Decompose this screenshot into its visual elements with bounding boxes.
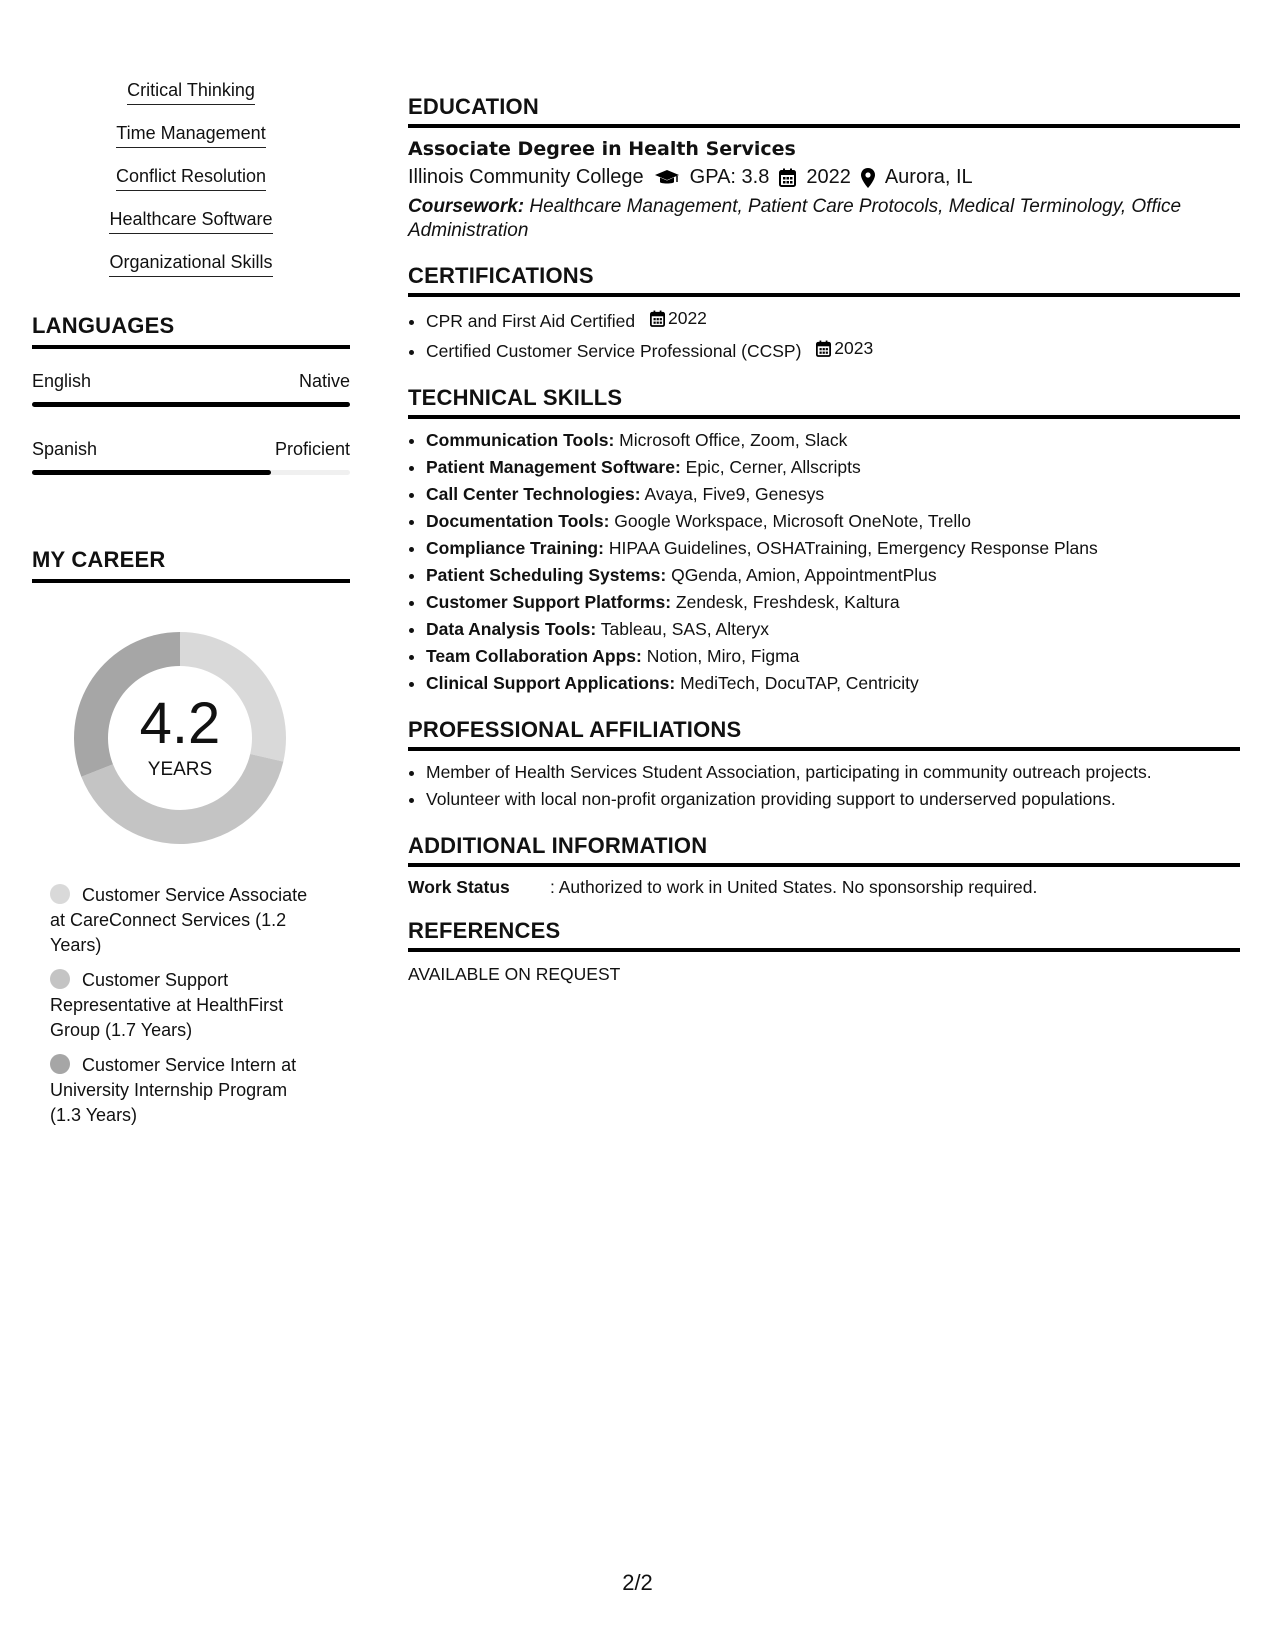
additional-info-section	[408, 833, 1240, 898]
map-pin-icon	[861, 168, 875, 188]
legend-item	[50, 968, 320, 1043]
donut-total-unit: YEARS	[147, 759, 213, 780]
career-legend	[50, 883, 320, 1128]
language-level: Proficient	[274, 439, 350, 459]
list-item	[426, 454, 1240, 481]
certification-name: CPR and First Aid Certified	[426, 311, 636, 331]
legend-dot	[50, 884, 70, 904]
calendar-icon	[779, 168, 796, 187]
legend-item	[50, 883, 320, 958]
legend-dot	[50, 969, 70, 989]
section-heading: CERTIFICATIONS	[408, 263, 1240, 297]
references-section	[408, 918, 1240, 985]
location: Aurora, IL	[884, 166, 973, 188]
list-item	[32, 80, 350, 105]
section-heading: PROFESSIONAL AFFILIATIONS	[408, 717, 1240, 751]
coursework	[408, 195, 1240, 243]
skill-tag: Conflict Resolution	[116, 166, 266, 191]
skill-value: QGenda, Amion, AppointmentPlus	[671, 565, 937, 585]
section-heading: TECHNICAL SKILLS	[408, 385, 1240, 419]
work-status-row	[408, 877, 1240, 898]
affiliations-section	[408, 717, 1240, 813]
education-section	[408, 94, 1240, 243]
calendar-icon	[816, 340, 831, 357]
work-status-value: : Authorized to work in United States. No sponsorship required.	[550, 877, 1038, 897]
graduation-cap-icon	[654, 169, 680, 187]
skill-value: Notion, Miro, Figma	[646, 646, 800, 666]
references-text: AVAILABLE ON REQUEST	[408, 964, 621, 984]
certifications-section	[408, 263, 1240, 365]
list-item	[426, 481, 1240, 508]
section-heading: ADDITIONAL INFORMATION	[408, 833, 1240, 867]
technical-skills-section	[408, 385, 1240, 697]
languages-section	[32, 313, 350, 475]
section-heading: MY CAREER	[32, 547, 350, 583]
skill-value: Tableau, SAS, Alteryx	[600, 619, 770, 639]
affiliations-list	[408, 759, 1240, 813]
skill-tag: Organizational Skills	[109, 252, 272, 277]
education-meta	[408, 166, 1240, 189]
list-item	[426, 508, 1240, 535]
technical-skills-list	[408, 427, 1240, 697]
list-item: • Volunteer with local non-profit organization providing support to underserved populations.	[426, 786, 1240, 813]
skill-value: Google Workspace, Microsoft OneNote, Trello	[614, 511, 971, 531]
work-status-label: Work Status	[408, 877, 510, 897]
skill-label: Documentation Tools:	[426, 511, 610, 531]
skill-label: Compliance Training:	[426, 538, 604, 558]
language-level: Native	[298, 371, 350, 391]
language-name: English	[32, 371, 92, 391]
skill-label: Call Center Technologies:	[426, 484, 641, 504]
skill-label: Patient Scheduling Systems:	[426, 565, 667, 585]
main-content	[408, 94, 1240, 1005]
skill-label: Communication Tools:	[426, 430, 615, 450]
legend-dot	[50, 1054, 70, 1074]
legend-text: Customer Support Representative at HealthFirst Group (1.7 Years)	[50, 970, 284, 1040]
donut-center	[67, 625, 293, 851]
language-bar	[32, 402, 350, 407]
list-item	[426, 305, 1240, 335]
language-name: Spanish	[32, 439, 98, 459]
list-item	[32, 252, 350, 277]
coursework-text: Healthcare Management, Patient Care Protocols, Medical Terminology, Office Administration	[408, 196, 1182, 241]
coursework-label: Coursework:	[408, 196, 525, 217]
career-section	[32, 547, 350, 1128]
skill-value: HIPAA Guidelines, OSHATraining, Emergency Response Plans	[608, 538, 1098, 558]
language-row	[32, 439, 350, 475]
list-item	[32, 209, 350, 234]
sidebar	[32, 80, 350, 1138]
list-item	[32, 166, 350, 191]
skill-label: Team Collaboration Apps:	[426, 646, 642, 666]
language-bar	[32, 470, 350, 475]
legend-text: Customer Service Associate at CareConnect Services (1.2 Years)	[50, 885, 308, 955]
certification-year: 2022	[667, 308, 707, 328]
section-heading: LANGUAGES	[32, 313, 350, 349]
skill-value: Zendesk, Freshdesk, Kaltura	[675, 592, 900, 612]
school-name: Illinois Community College	[408, 166, 644, 188]
skill-label: Patient Management Software:	[426, 457, 681, 477]
graduation-year: 2022	[806, 166, 851, 188]
skill-value: Avaya, Five9, Genesys	[644, 484, 825, 504]
list-item	[426, 562, 1240, 589]
skill-tag: Time Management	[116, 123, 265, 148]
career-donut-chart	[67, 625, 293, 851]
skill-label: Clinical Support Applications:	[426, 673, 676, 693]
certification-year: 2023	[834, 338, 874, 358]
skill-tag: Critical Thinking	[127, 80, 255, 105]
language-row	[32, 371, 350, 407]
skill-value: MediTech, DocuTAP, Centricity	[680, 673, 919, 693]
calendar-icon	[650, 310, 665, 327]
section-heading: EDUCATION	[408, 94, 1240, 128]
list-item	[426, 535, 1240, 562]
skill-value: Epic, Cerner, Allscripts	[685, 457, 861, 477]
certifications-list	[408, 305, 1240, 365]
page-number: 2/2	[622, 1570, 653, 1595]
skill-value: Microsoft Office, Zoom, Slack	[619, 430, 848, 450]
list-item	[426, 589, 1240, 616]
language-bar-fill	[32, 470, 271, 475]
legend-text: Customer Service Intern at University Internship Program (1.3 Years)	[50, 1055, 297, 1125]
list-item: • Member of Health Services Student Association, participating in community outreach projects.	[426, 759, 1240, 786]
certification-name: Certified Customer Service Professional (CCSP)	[426, 341, 802, 361]
list-item	[426, 616, 1240, 643]
skill-label: Data Analysis Tools:	[426, 619, 597, 639]
degree-title: Associate Degree in Health Services	[408, 138, 796, 160]
list-item	[32, 123, 350, 148]
skill-tag: Healthcare Software	[109, 209, 272, 234]
list-item	[426, 427, 1240, 454]
list-item	[426, 670, 1240, 697]
skill-label: Customer Support Platforms:	[426, 592, 672, 612]
legend-item	[50, 1053, 320, 1128]
list-item	[426, 643, 1240, 670]
section-heading: REFERENCES	[408, 918, 1240, 952]
donut-total-value: 4.2	[139, 691, 221, 756]
skills-list	[32, 80, 350, 277]
language-bar-fill	[32, 402, 350, 407]
list-item	[426, 335, 1240, 365]
gpa: GPA: 3.8	[689, 166, 770, 188]
